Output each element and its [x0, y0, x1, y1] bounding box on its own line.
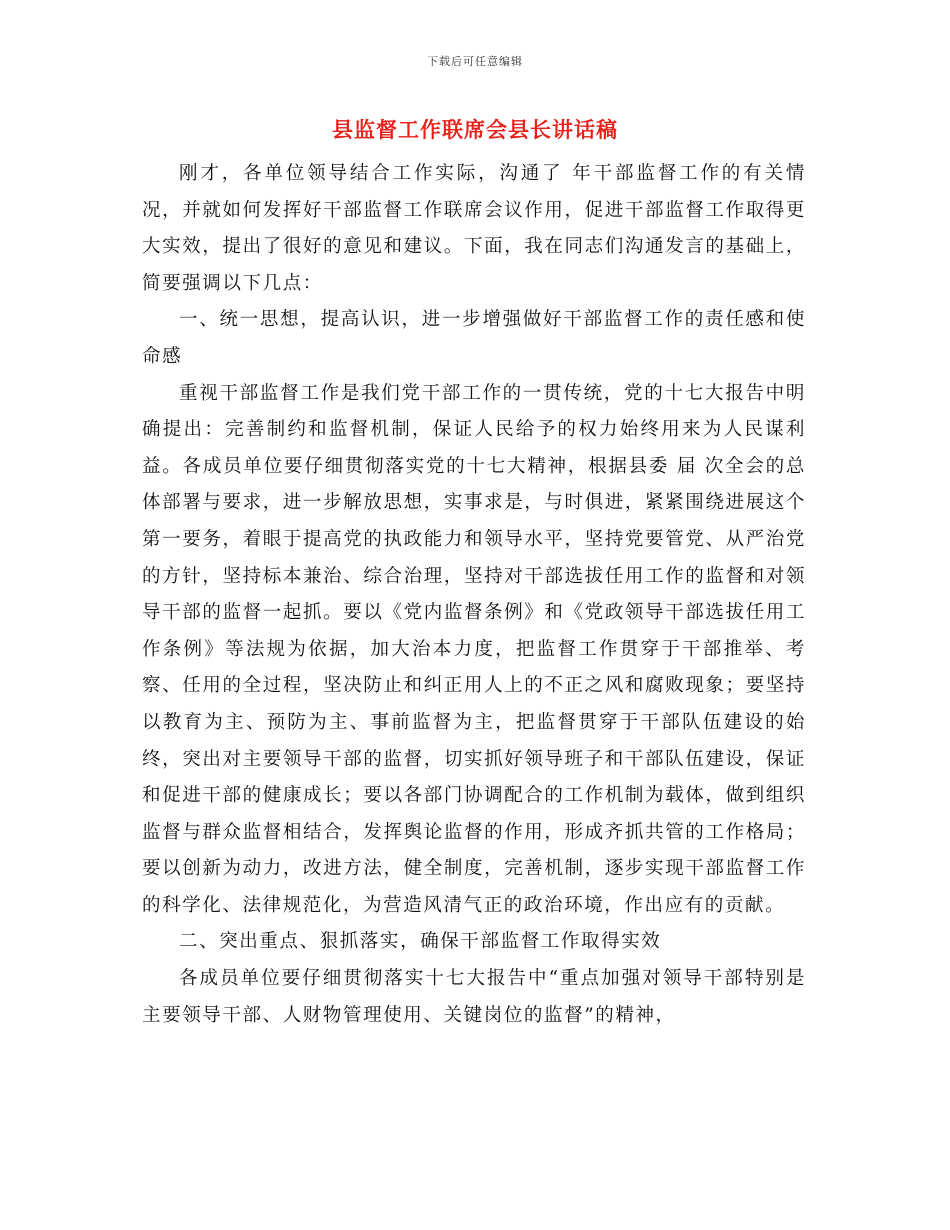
- paragraph-section-2: 各成员单位要仔细贯彻落实十七大报告中“重点加强对领导干部特别是主要领导干部、人财物管理使用、关键岗位的监督”的精神，: [142, 968, 806, 1026]
- document-title: 县监督工作联席会县长讲话稿: [332, 118, 618, 142]
- document-body: [142, 156, 806, 1034]
- section-heading-1: 一、统一思想，提高认识，进一步增强做好干部监督工作的责任感和使命感: [142, 309, 806, 367]
- paragraph-intro: 刚才，各单位领导结合工作实际，沟通了 年干部监督工作的有关情况，并就如何发挥好干部监督工作联席会议作用，促进干部监督工作取得更大实效，提出了很好的意见和建议。下面，我在同志们沟通发言的基础上，简要强调以下几点：: [142, 163, 806, 294]
- paragraph-section-1: 重视干部监督工作是我们党干部工作的一贯传统，党的十七大报告中明确提出：完善制约和监督机制，保证人民给予的权力始终用来为人民谋利益。各成员单位要仔细贯彻落实党的十七大精神，根据县委 届 次全会的总体部署与要求，进一步解放思想，实事求是，与时俱进，紧紧围绕进展这个第一要务，着眼于提高党的执政能力和领导水平，坚持党要管党、从严治党的方针，坚持标本兼治、综合治理，坚持对干部选拔任用工作的监督和对领导干部的监督一起抓。要以《党内监督条例》和《党政领导干部选拔任用工作条例》等法规为依据，加大治本力度，把监督工作贯穿于干部推举、考察、任用的全过程，坚决防止和纠正用人上的不正之风和腐败现象；要坚持以教育为主、预防为主、事前监督为主，把监督贯穿于干部队伍建设的始终，突出对主要领导干部的监督，切实抓好领导班子和干部队伍建设，保证和促进干部的健康成长；要以各部门协调配合的工作机制为载体，做到组织监督与群众监督相结合，发挥舆论监督的作用，形成齐抓共管的工作格局；要以创新为动力，改进方法，健全制度，完善机制，逐步实现干部监督工作的科学化、法律规范化，为营造风清气正的政治环境，作出应有的贡献。: [142, 382, 806, 916]
- header-note: 下载后可任意编辑: [427, 55, 523, 68]
- section-heading-2: 二、突出重点、狠抓落实，确保干部监督工作取得实效: [179, 931, 662, 953]
